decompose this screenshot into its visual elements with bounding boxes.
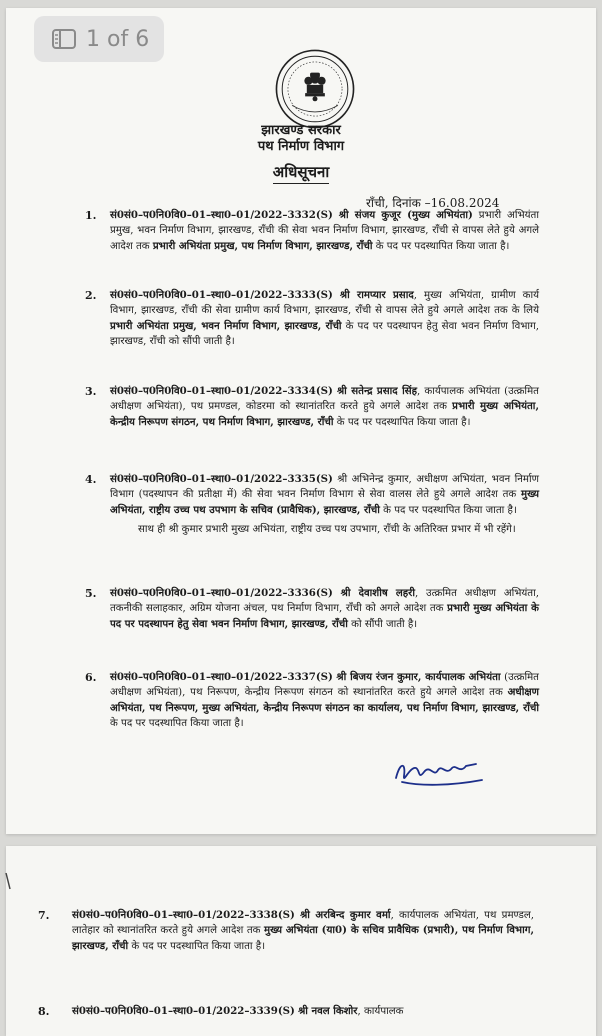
additional-charge: साथ ही श्री कुमार प्रभारी मुख्य अभियंता, राष्ट्रीय उच्च पथ उपभाग, राँची के अतिरिक्त प्रभार में भी रहेंगे। — [138, 524, 516, 536]
item-number: 3. — [85, 385, 97, 398]
item-number: 5. — [85, 587, 97, 600]
jharkhand-emblem-icon — [274, 48, 356, 130]
notification-item — [85, 586, 540, 632]
notification-item — [85, 670, 539, 732]
order-number: सं0सं0–प0नि0वि0–01–स्था0–01/2022–3333(S) — [110, 289, 333, 301]
order-number: सं0सं0–प0नि0वि0–01–स्था0–01/2022–3338(S) — [72, 909, 295, 921]
officer-name: श्री अरबिन्द कुमार वर्मा — [300, 909, 391, 921]
notification-item — [38, 1004, 534, 1019]
item-number: 1. — [85, 209, 97, 222]
item-tail: के पद पर पदस्थापित किया जाता है। — [375, 240, 510, 252]
order-number: सं0सं0–प0नि0वि0–01–स्था0–01/2022–3336(S) — [110, 587, 333, 599]
item-tail: के पद पर पदस्थापित किया जाता है। — [131, 940, 266, 952]
order-number: सं0सं0–प0नि0वि0–01–स्था0–01/2022–3334(S) — [110, 385, 333, 397]
officer-name: श्री सतेन्द्र प्रसाद सिंह — [336, 385, 418, 397]
item-number: 8. — [38, 1005, 50, 1018]
notification-item — [38, 908, 534, 954]
notification-item — [85, 472, 539, 538]
government-name: झारखण्ड सरकार — [261, 123, 341, 138]
posting-title: प्रभारी मुख्य अभियंता, केन्द्रीय निरूपण संगठन, पथ निर्माण विभाग, झारखण्ड, राँची — [110, 400, 539, 428]
item-text: , उत्क्रमित अधीक्षण अभियंता, तकनीकी सलाहकार, अग्रिम योजना अंचल, पथ निर्माण विभाग, राँची को अगले आदेश तक — [110, 588, 539, 615]
document-page-2 — [6, 846, 596, 1036]
item-text: , मुख्य अभियंता, ग्रामीण कार्य विभाग, झारखण्ड, राँची की सेवा ग्रामीण कार्य विभाग, झारखण्ड, राँची से वापस लेते हुये अगले आदेश तक के लिये — [110, 290, 539, 317]
item-text: प्रभारी अभियंता प्रमुख, भवन निर्माण विभाग, झारखण्ड, राँची की सेवा भवन निर्माण विभाग, झारखण्ड, राँची से वापस लेते हुये अगले आदेश तक — [110, 210, 539, 252]
order-number: सं0सं0–प0नि0वि0–01–स्था0–01/2022–3332(S) — [110, 209, 333, 221]
notification-item — [85, 384, 539, 430]
item-tail: के पद पर पदस्थापित किया जाता है। — [110, 718, 244, 730]
posting-title: मुख्य अभियंता (या0) के सचिव प्रावैधिक (प्रभारी), पथ निर्माण विभाग, झारखण्ड, राँची — [72, 924, 534, 952]
order-number: सं0सं0–प0नि0वि0–01–स्था0–01/2022–3339(S) — [72, 1005, 295, 1017]
notification-title: अधिसूचना — [273, 163, 329, 184]
item-text: श्री अभिनेन्द्र कुमार, अधीक्षण अभियंता, भवन निर्माण विभाग (पदस्थापन की प्रतीक्षा में) की सेवा भवन निर्माण विभाग से सेवा वालस लेते हुये अगले आदेश तक — [110, 474, 539, 501]
item-number: 2. — [85, 289, 97, 302]
item-text: (उत्क्रमित अधीक्षण अभियंता), पथ निरूपण, केन्द्रीय निरूपण संगठन को स्थानांतरित करते हुये अगले आदेश तक — [110, 672, 539, 699]
item-number: 6. — [85, 671, 97, 684]
item-number: 7. — [38, 909, 50, 922]
officer-name: श्री बिजय रंजन कुमार, कार्यपालक अभियंता — [336, 671, 501, 683]
posting-title: प्रभारी अभियंता प्रमुख, पथ निर्माण विभाग, झारखण्ड, राँची — [152, 239, 373, 252]
item-tail: के पद पर पदस्थापन हेतु सेवा भवन निर्माण विभाग, झारखण्ड, राँची को सौंपी जाती है। — [110, 320, 540, 348]
order-number: सं0सं0–प0नि0वि0–01–स्था0–01/2022–3335(S) — [110, 473, 333, 485]
notification-item — [85, 208, 539, 254]
order-number: सं0सं0–प0नि0वि0–01–स्था0–01/2022–3337(S) — [110, 671, 333, 683]
notification-item — [85, 288, 540, 350]
officer-name: श्री देवाशीष लहरी — [340, 587, 415, 599]
sidebar-icon — [52, 29, 76, 49]
officer-name: श्री संजय कुजूर (मुख्य अभियंता) — [338, 209, 473, 221]
posting-title: प्रभारी अभियंता प्रमुख, भवन निर्माण विभाग, झारखण्ड, राँची — [110, 319, 342, 332]
notification-date: राँची, दिनांक –16.08.2024 — [366, 196, 500, 210]
page-indicator-label: 1 of 6 — [86, 26, 150, 52]
posting-title: मुख्य अभियंता, राष्ट्रीय उच्च पथ उपभाग के सचिव (प्रावैधिक), झारखण्ड, राँची — [110, 488, 539, 516]
item-tail: के पद पर पदस्थापित किया जाता है। — [336, 416, 471, 428]
item-tail: को सौंपी जाती है। — [351, 618, 418, 630]
signature-icon — [390, 756, 490, 790]
posting-title: प्रभारी मुख्य अभियंता के पद पर पदस्थापन हेतु सेवा भवन निर्माण विभाग, झारखण्ड, राँची — [110, 602, 540, 630]
item-text: , कार्यपालक — [357, 1006, 404, 1017]
officer-name: श्री रामप्यार प्रसाद — [339, 289, 414, 301]
page-edge-mark — [4, 872, 12, 890]
page-indicator[interactable] — [34, 16, 164, 62]
document-page-1 — [6, 8, 596, 834]
item-text: , कार्यपालक अभियंता, पथ प्रमण्डल, लातेहार को स्थानांतरित करते हुये अगले आदेश तक — [72, 910, 534, 937]
officer-name: श्री नवल किशोर — [298, 1005, 358, 1017]
item-number: 4. — [85, 473, 97, 486]
item-tail: के पद पर पदस्थापित किया जाता है। — [383, 504, 517, 516]
department-name: पथ निर्माण विभाग — [257, 139, 345, 154]
item-text: , कार्यपालक अभियंता (उत्क्रमित अधीक्षण अभियंता), पथ प्रमण्डल, कोडरमा को स्थानांतरित करते हुये अगले आदेश तक — [110, 386, 539, 413]
posting-title: अधीक्षण अभियंता, पथ निरूपण, मुख्य अभियंता, केन्द्रीय निरूपण संगठन का कार्यालय, पथ निर्माण विभाग, झारखण्ड, राँची — [110, 686, 539, 714]
